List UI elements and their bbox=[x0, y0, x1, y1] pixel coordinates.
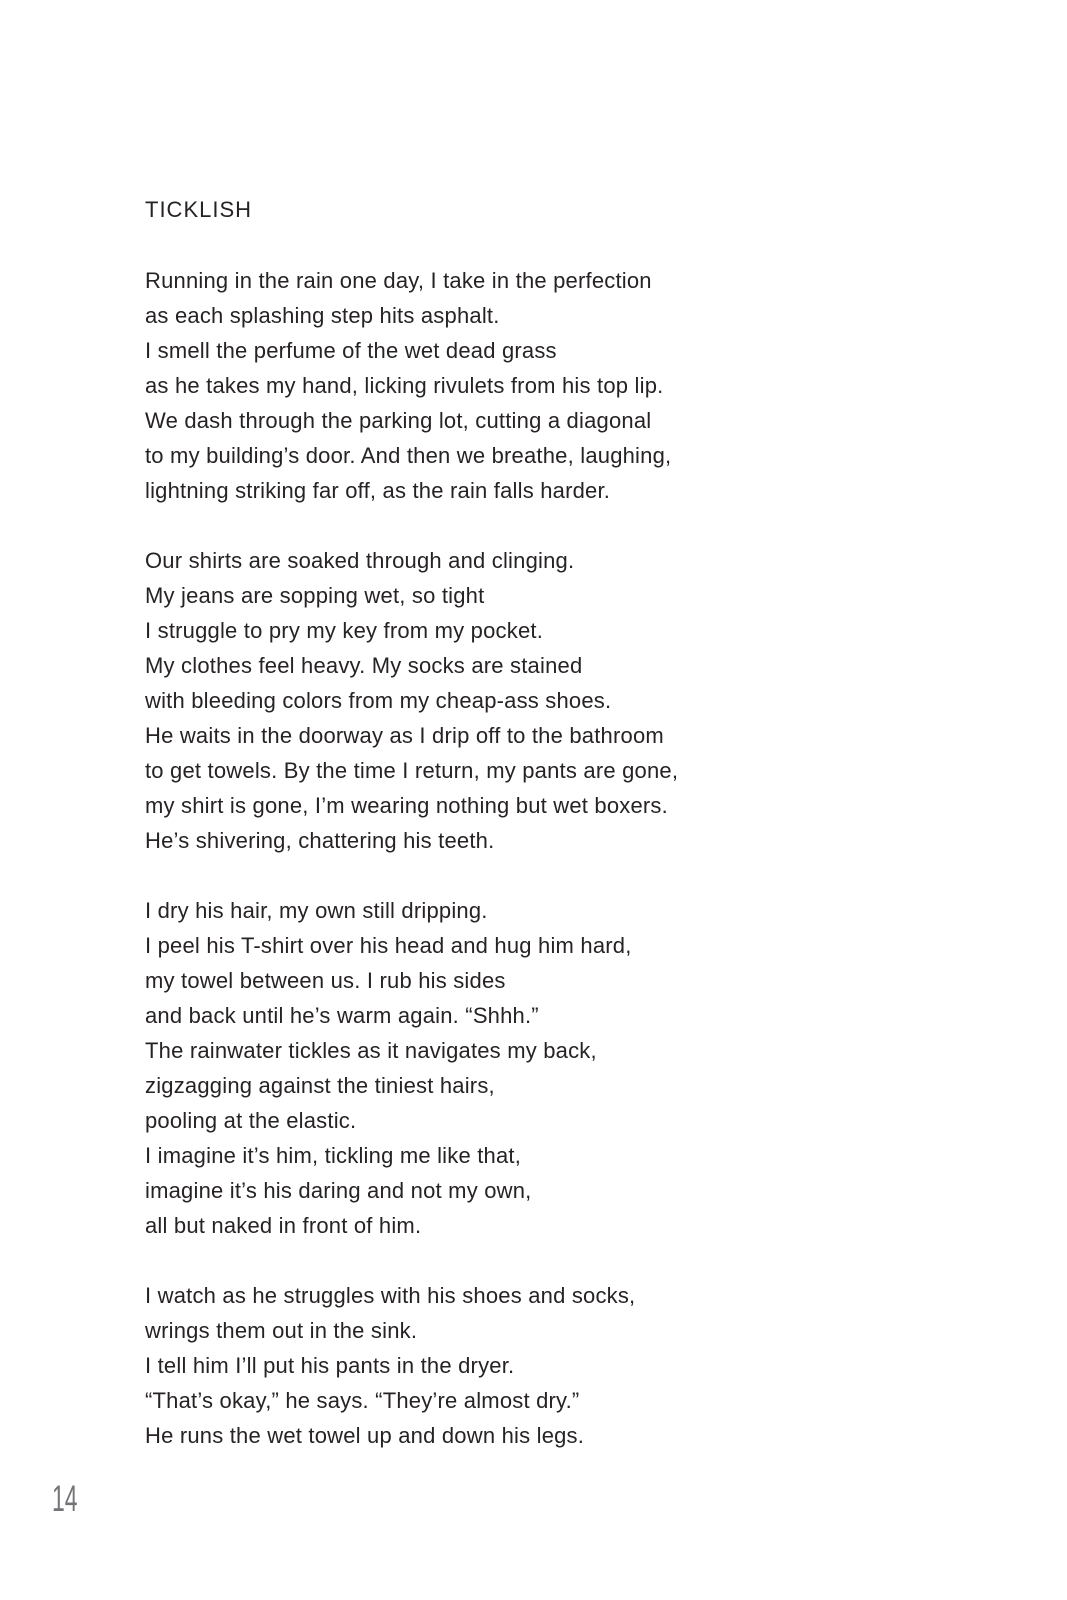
poem-body bbox=[145, 263, 795, 1453]
poem-line: He runs the wet towel up and down his legs. bbox=[145, 1423, 585, 1448]
poem-line: He’s shivering, chattering his teeth. bbox=[145, 828, 495, 853]
stanza bbox=[145, 1278, 795, 1453]
poem-line: as each splashing step hits asphalt. bbox=[145, 303, 500, 328]
poem-line: with bleeding colors from my cheap-ass shoes. bbox=[145, 688, 612, 713]
poem-line: I imagine it’s him, tickling me like that, bbox=[145, 1143, 522, 1168]
poem-line: We dash through the parking lot, cutting a diagonal bbox=[145, 408, 652, 433]
poem-line: The rainwater tickles as it navigates my back, bbox=[145, 1038, 597, 1063]
poem-line: My jeans are sopping wet, so tight bbox=[145, 583, 485, 608]
page-number: 14 bbox=[52, 1478, 78, 1519]
poem bbox=[145, 192, 795, 1453]
poem-line: I peel his T-shirt over his head and hug him hard, bbox=[145, 933, 632, 958]
poem-line: all but naked in front of him. bbox=[145, 1213, 422, 1238]
stanza bbox=[145, 893, 795, 1243]
poem-line: as he takes my hand, licking rivulets from his top lip. bbox=[145, 373, 664, 398]
poem-title: TICKLISH bbox=[145, 197, 253, 222]
poem-line: Our shirts are soaked through and clinging. bbox=[145, 548, 575, 573]
stanza bbox=[145, 263, 795, 508]
poem-line: I struggle to pry my key from my pocket. bbox=[145, 618, 544, 643]
poem-line: I watch as he struggles with his shoes and socks, bbox=[145, 1283, 636, 1308]
poem-line: to get towels. By the time I return, my pants are gone, bbox=[145, 758, 679, 783]
poem-line: zigzagging against the tiniest hairs, bbox=[145, 1073, 495, 1098]
poem-line: pooling at the elastic. bbox=[145, 1108, 357, 1133]
poem-line: my shirt is gone, I’m wearing nothing but wet boxers. bbox=[145, 793, 668, 818]
poem-line: and back until he’s warm again. “Shhh.” bbox=[145, 1003, 539, 1028]
poem-line: “That’s okay,” he says. “They’re almost dry.” bbox=[145, 1388, 580, 1413]
poem-line: my towel between us. I rub his sides bbox=[145, 968, 506, 993]
poem-line: lightning striking far off, as the rain falls harder. bbox=[145, 478, 611, 503]
poem-line: My clothes feel heavy. My socks are stained bbox=[145, 653, 583, 678]
poem-line: I dry his hair, my own still dripping. bbox=[145, 898, 488, 923]
poem-line: to my building’s door. And then we breathe, laughing, bbox=[145, 443, 672, 468]
poem-line: I tell him I’ll put his pants in the dryer. bbox=[145, 1353, 515, 1378]
poem-line: imagine it’s his daring and not my own, bbox=[145, 1178, 532, 1203]
poem-line: Running in the rain one day, I take in the perfection bbox=[145, 268, 652, 293]
stanza bbox=[145, 543, 795, 858]
poem-line: He waits in the doorway as I drip off to the bathroom bbox=[145, 723, 664, 748]
poem-line: I smell the perfume of the wet dead grass bbox=[145, 338, 557, 363]
poem-line: wrings them out in the sink. bbox=[145, 1318, 418, 1343]
